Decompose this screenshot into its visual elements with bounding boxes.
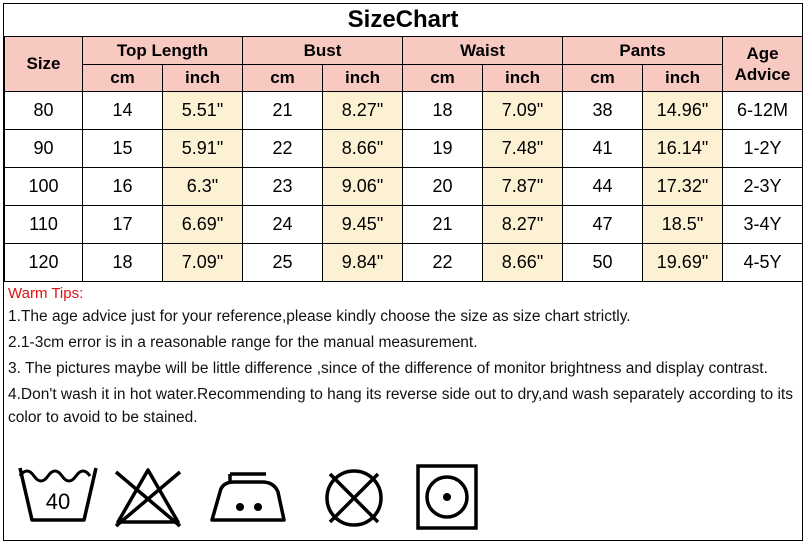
cell-top-inch: 6.69" <box>163 206 243 244</box>
cell-bust-inch: 8.27" <box>323 92 403 130</box>
cell-bust-cm: 23 <box>243 168 323 206</box>
header-top-length: Top Length <box>83 37 243 65</box>
iron-medium-icon <box>204 462 290 532</box>
subheader-inch: inch <box>323 65 403 92</box>
subheader-cm: cm <box>403 65 483 92</box>
warm-tips-heading: Warm Tips: <box>8 285 84 302</box>
size-table <box>4 36 803 282</box>
cell-bust-inch: 9.84" <box>323 244 403 282</box>
subheader-cm: cm <box>563 65 643 92</box>
cell-age: 3-4Y <box>723 206 803 244</box>
cell-pants-cm: 41 <box>563 130 643 168</box>
table-row <box>5 206 803 244</box>
tumble-dry-icon <box>412 462 484 534</box>
tip-item: 1.The age advice just for your reference,please kindly choose the size as size chart strictly. <box>8 308 631 325</box>
cell-top-cm: 15 <box>83 130 163 168</box>
table-row <box>5 168 803 206</box>
cell-pants-inch: 17.32" <box>643 168 723 206</box>
cell-bust-inch: 8.66" <box>323 130 403 168</box>
cell-pants-inch: 14.96" <box>643 92 723 130</box>
cell-waist-cm: 21 <box>403 206 483 244</box>
table-row <box>5 244 803 282</box>
cell-waist-inch: 7.87" <box>483 168 563 206</box>
header-waist: Waist <box>403 37 563 65</box>
cell-top-cm: 16 <box>83 168 163 206</box>
cell-waist-cm: 18 <box>403 92 483 130</box>
cell-size: 90 <box>5 130 83 168</box>
cell-waist-cm: 20 <box>403 168 483 206</box>
subheader-inch: inch <box>483 65 563 92</box>
care-icons <box>4 462 802 541</box>
cell-pants-cm: 50 <box>563 244 643 282</box>
header-age-advice <box>723 37 803 92</box>
cell-size: 80 <box>5 92 83 130</box>
cell-bust-cm: 25 <box>243 244 323 282</box>
tip-item: 4.Don't wash it in hot water.Recommending to hang its reverse side out to dry,and wash separately according to its color to avoid to be stained. <box>8 386 793 426</box>
cell-pants-cm: 47 <box>563 206 643 244</box>
do-not-dry-clean-icon <box>316 462 392 532</box>
cell-size: 100 <box>5 168 83 206</box>
header-pants: Pants <box>563 37 723 65</box>
cell-top-inch: 5.51" <box>163 92 243 130</box>
cell-waist-inch: 8.66" <box>483 244 563 282</box>
do-not-bleach-icon <box>112 462 184 532</box>
tip-item: 3. The pictures maybe will be little difference ,since of the difference of monitor brightness and display contrast. <box>8 360 768 377</box>
cell-pants-inch: 16.14" <box>643 130 723 168</box>
cell-waist-inch: 7.48" <box>483 130 563 168</box>
cell-top-inch: 6.3" <box>163 168 243 206</box>
tip-item: 2.1-3cm error is in a reasonable range for the manual measurement. <box>8 334 478 351</box>
cell-top-cm: 14 <box>83 92 163 130</box>
cell-bust-cm: 24 <box>243 206 323 244</box>
subheader-inch: inch <box>643 65 723 92</box>
cell-pants-inch: 18.5" <box>643 206 723 244</box>
cell-waist-inch: 8.27" <box>483 206 563 244</box>
chart-title: SizeChart <box>347 6 459 33</box>
cell-size: 120 <box>5 244 83 282</box>
cell-bust-cm: 22 <box>243 130 323 168</box>
header-bust: Bust <box>243 37 403 65</box>
cell-top-inch: 7.09" <box>163 244 243 282</box>
cell-top-cm: 18 <box>83 244 163 282</box>
table-row <box>5 92 803 130</box>
cell-pants-cm: 38 <box>563 92 643 130</box>
cell-top-cm: 17 <box>83 206 163 244</box>
cell-age: 2-3Y <box>723 168 803 206</box>
cell-pants-cm: 44 <box>563 168 643 206</box>
cell-age: 4-5Y <box>723 244 803 282</box>
cell-bust-inch: 9.45" <box>323 206 403 244</box>
subheader-inch: inch <box>163 65 243 92</box>
cell-top-inch: 5.91" <box>163 130 243 168</box>
table-row <box>5 130 803 168</box>
cell-waist-inch: 7.09" <box>483 92 563 130</box>
wash-40-icon <box>16 462 100 532</box>
wash-temp-label: 40 <box>45 489 71 514</box>
cell-bust-inch: 9.06" <box>323 168 403 206</box>
subheader-cm: cm <box>243 65 323 92</box>
cell-waist-cm: 22 <box>403 244 483 282</box>
warm-tips <box>4 283 802 429</box>
size-chart-card <box>3 3 803 541</box>
cell-age: 1-2Y <box>723 130 803 168</box>
cell-waist-cm: 19 <box>403 130 483 168</box>
cell-size: 110 <box>5 206 83 244</box>
cell-pants-inch: 19.69" <box>643 244 723 282</box>
cell-bust-cm: 21 <box>243 92 323 130</box>
cell-age: 6-12M <box>723 92 803 130</box>
header-age-line2: Advice <box>734 65 791 84</box>
header-size: Size <box>5 37 83 92</box>
header-age-line1: Age <box>746 44 779 63</box>
subheader-cm: cm <box>83 65 163 92</box>
